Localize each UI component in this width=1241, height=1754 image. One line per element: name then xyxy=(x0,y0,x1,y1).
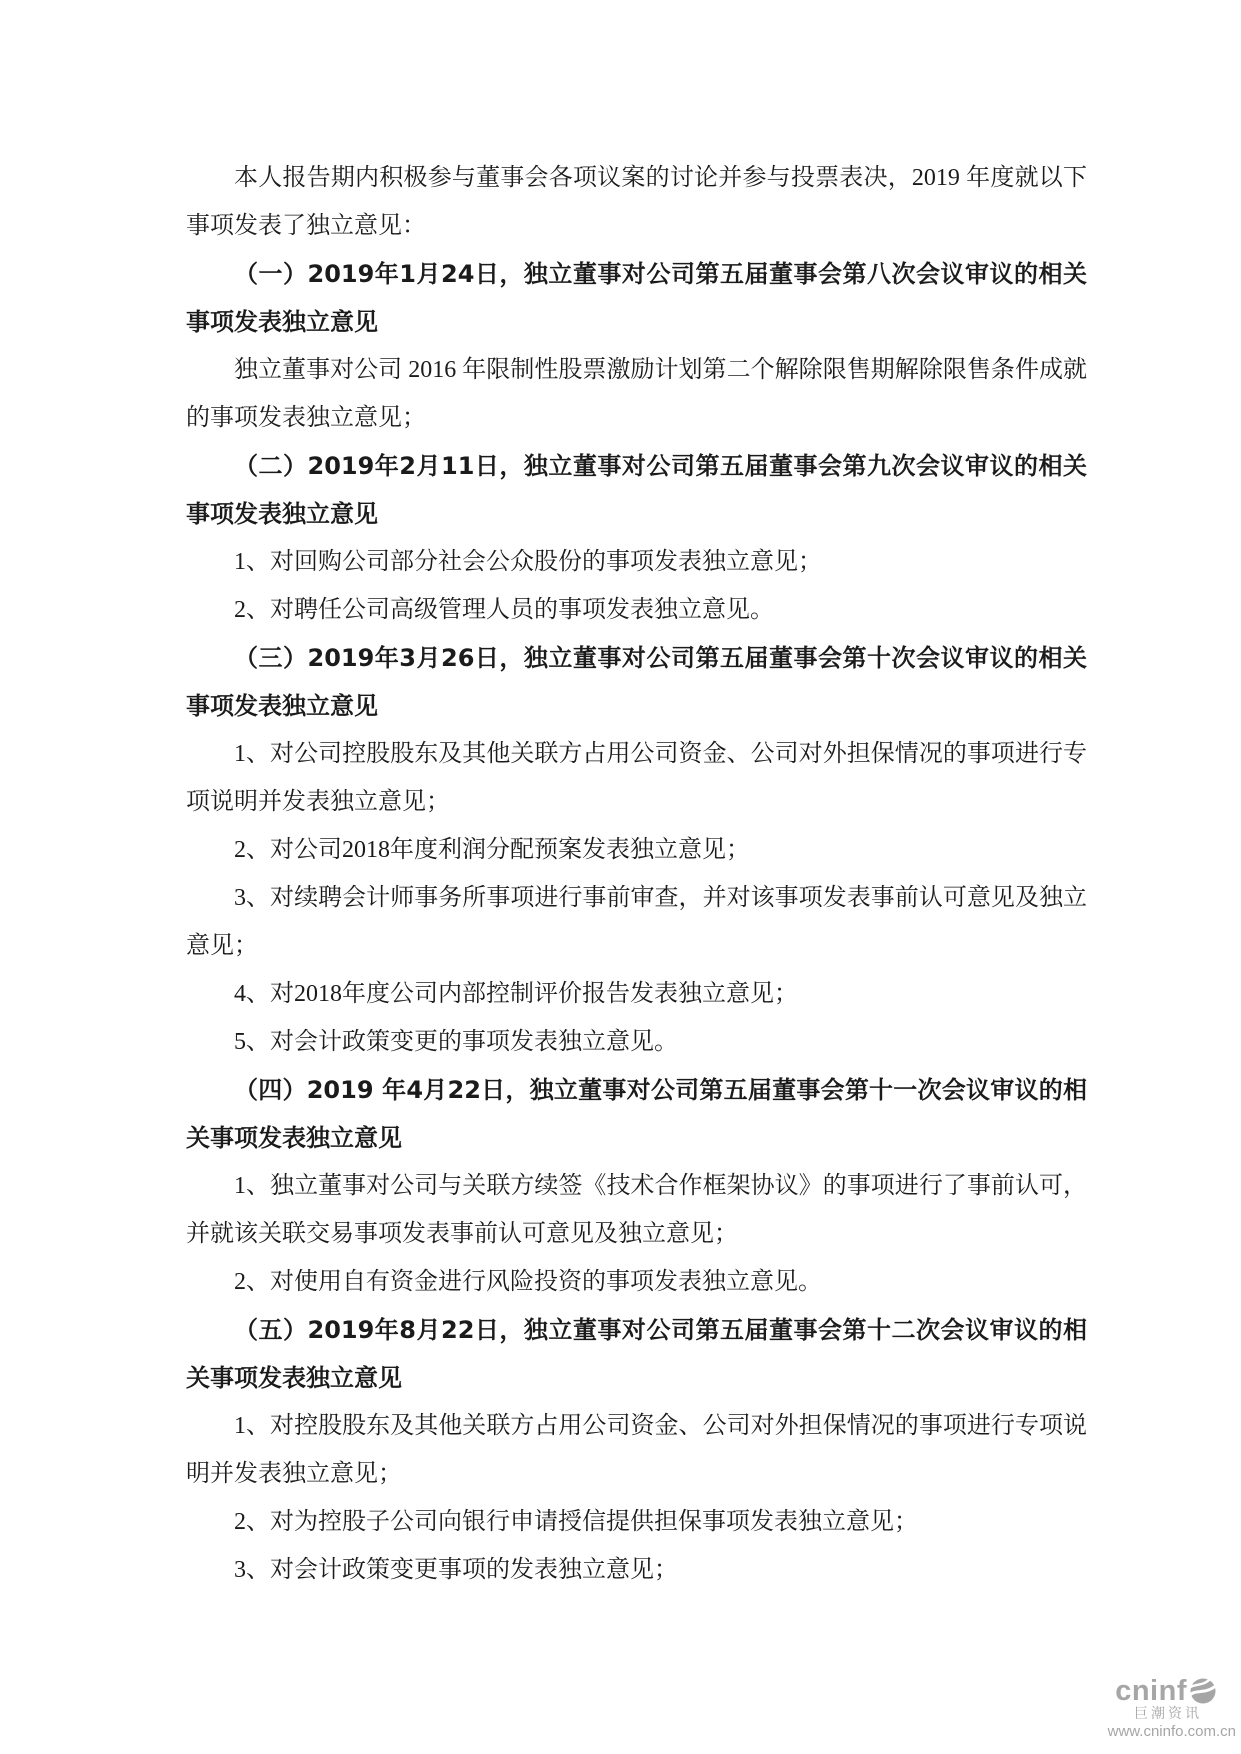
cninfo-watermark xyxy=(1107,1675,1236,1740)
cninfo-site-name: 巨潮资讯 xyxy=(1134,1705,1202,1721)
section-3-item-4: 4、对2018年度公司内部控制评价报告发表独立意见； xyxy=(234,981,798,1007)
section-3-item-1: 1、对公司控股股东及其他关联方占用公司资金、公司对外担保情况的事项进行专项说明并发表独立意见； xyxy=(186,741,1087,815)
section-2-item-1: 1、对回购公司部分社会公众股份的事项发表独立意见； xyxy=(234,549,822,575)
section-4-item-2: 2、对使用自有资金进行风险投资的事项发表独立意见。 xyxy=(234,1269,822,1295)
section-5-heading: （五）2019年8月22日，独立董事对公司第五届董事会第十二次会议审议的相关事项发表独立意见 xyxy=(186,1316,1087,1392)
section-4-item-1: 1、独立董事对公司与关联方续签《技术合作框架协议》的事项进行了事前认可，并就该关联交易事项发表事前认可意见及独立意见； xyxy=(186,1173,1087,1247)
cninfo-swirl-icon xyxy=(1190,1678,1216,1704)
section-4-heading: （四）2019 年4月22日，独立董事对公司第五届董事会第十一次会议审议的相关事项发表独立意见 xyxy=(186,1076,1087,1152)
section-1-heading: （一）2019年1月24日，独立董事对公司第五届董事会第八次会议审议的相关事项发表独立意见 xyxy=(186,260,1087,336)
section-5-item-3: 3、对会计政策变更事项的发表独立意见； xyxy=(234,1557,678,1583)
intro-paragraph: 本人报告期内积极参与董事会各项议案的讨论并参与投票表决，2019 年度就以下事项发表了独立意见： xyxy=(186,165,1087,239)
section-3-item-5: 5、对会计政策变更的事项发表独立意见。 xyxy=(234,1029,678,1055)
section-3-item-2: 2、对公司2018年度利润分配预案发表独立意见； xyxy=(234,837,750,863)
section-2-item-2: 2、对聘任公司高级管理人员的事项发表独立意见。 xyxy=(234,597,774,623)
section-3-heading: （三）2019年3月26日，独立董事对公司第五届董事会第十次会议审议的相关事项发表独立意见 xyxy=(186,644,1087,720)
cninfo-url: www.cninfo.com.cn xyxy=(1107,1723,1236,1740)
section-1-item-1: 独立董事对公司 2016 年限制性股票激励计划第二个解除限售期解除限售条件成就的事项发表独立意见； xyxy=(186,357,1087,431)
section-3-item-3: 3、对续聘会计师事务所事项进行事前审查，并对该事项发表事前认可意见及独立意见； xyxy=(186,885,1087,959)
cninfo-logo xyxy=(1115,1675,1216,1707)
section-5-item-2: 2、对为控股子公司向银行申请授信提供担保事项发表独立意见； xyxy=(234,1509,918,1535)
cninfo-logo-text: cninf xyxy=(1115,1675,1187,1707)
section-5-item-1: 1、对控股股东及其他关联方占用公司资金、公司对外担保情况的事项进行专项说明并发表独立意见； xyxy=(186,1413,1087,1487)
section-2-heading: （二）2019年2月11日，独立董事对公司第五届董事会第九次会议审议的相关事项发表独立意见 xyxy=(186,452,1087,528)
document-content xyxy=(186,154,1087,1594)
